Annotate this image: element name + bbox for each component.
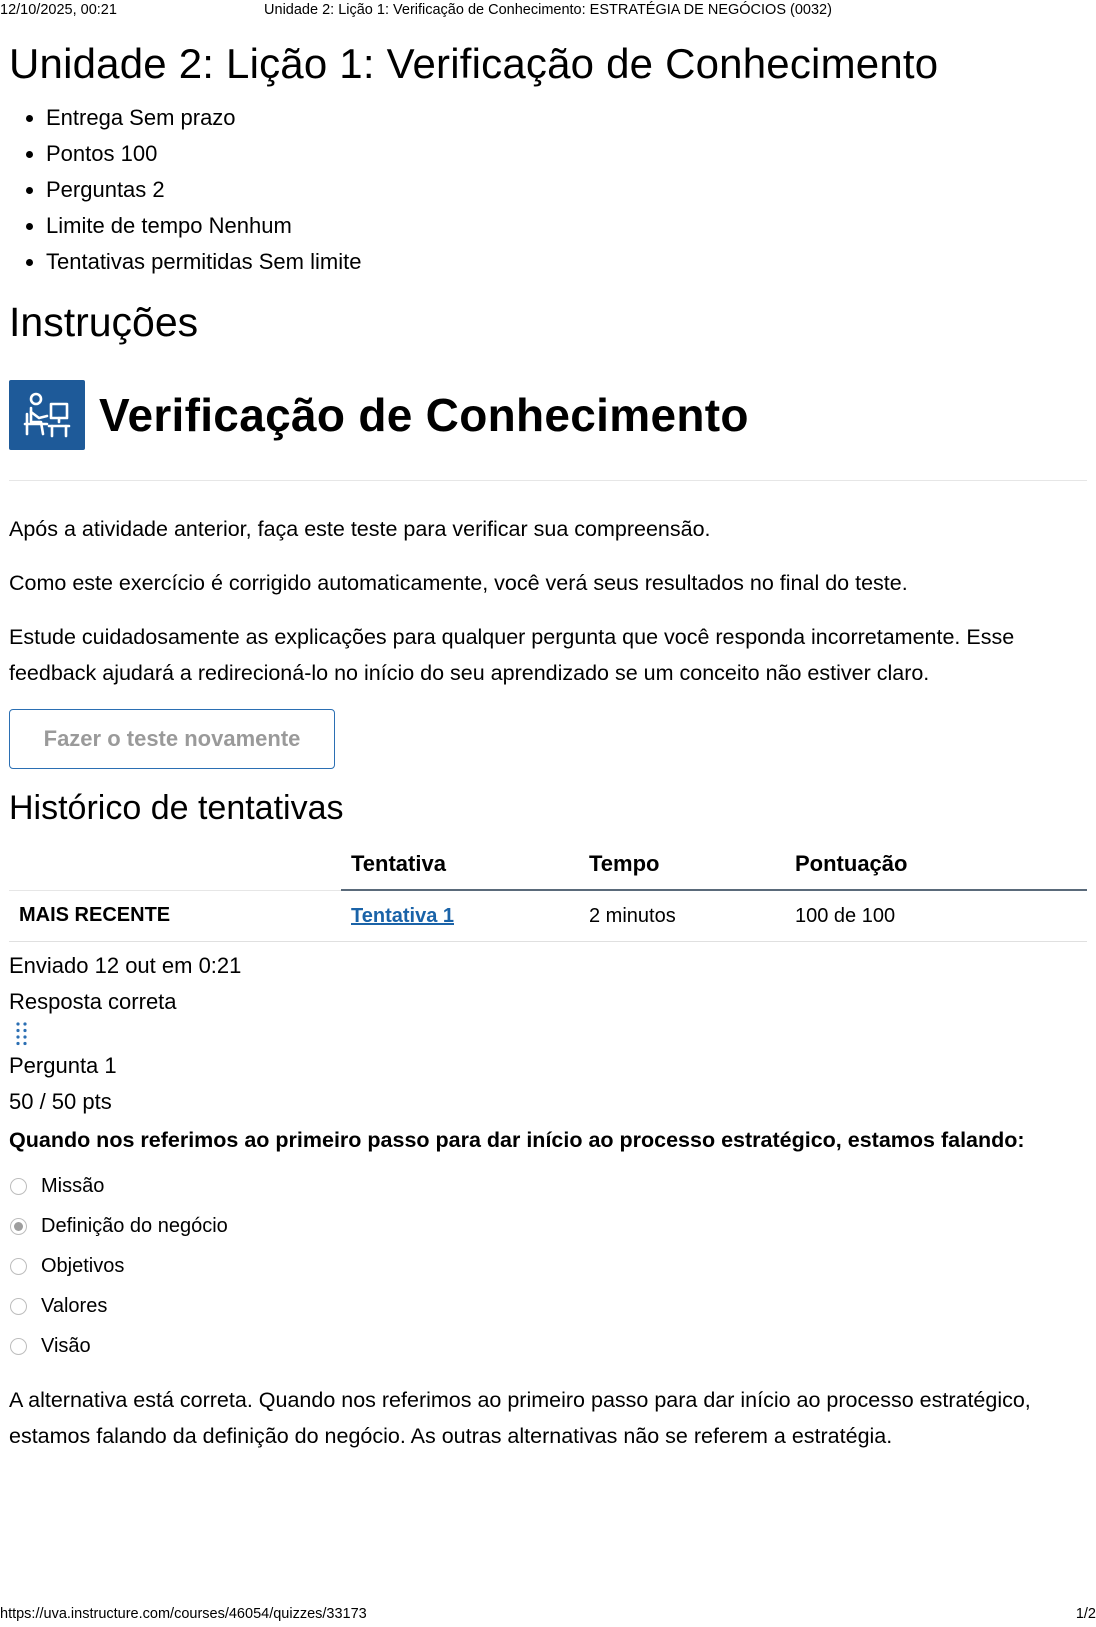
quiz-content xyxy=(9,40,1087,1454)
radio-button-selected[interactable] xyxy=(10,1218,27,1235)
table-header-row xyxy=(9,849,1087,890)
instructions-banner xyxy=(9,380,1087,450)
quiz-meta-list xyxy=(9,100,1087,280)
meta-time-limit: • Limite de tempo Nenhum xyxy=(46,208,1087,244)
answer-label: Definição do negócio xyxy=(41,1214,228,1237)
print-doc-title: Unidade 2: Lição 1: Verificação de Conhecimento: ESTRATÉGIA DE NEGÓCIOS (0032) xyxy=(264,2,832,18)
instructions-paragraph-3: Estude cuidadosamente as explicações para qualquer pergunta que você responda incorretamente. Esse feedback ajudará a redirecioná-lo no início do seu aprendizado se um conceito não estiver claro. xyxy=(9,625,1015,685)
answer-option[interactable] xyxy=(9,1166,1087,1206)
print-url: https://uva.instructure.com/courses/46054/quizzes/33173 xyxy=(0,1606,367,1622)
attempt-history-heading: Histórico de tentativas xyxy=(9,789,344,827)
answer-label: Missão xyxy=(41,1174,105,1197)
print-date: 12/10/2025, 00:21 xyxy=(0,2,117,18)
question-points: 50 / 50 pts xyxy=(9,1089,112,1114)
answer-option[interactable] xyxy=(9,1326,1087,1366)
instructions-paragraph-2: Como este exercício é corrigido automaticamente, você verá seus resultados no final do teste. xyxy=(9,571,908,595)
answer-feedback: A alternativa está correta. Quando nos referimos ao primeiro passo para dar início ao processo estratégico, estamos falando da definição do negócio. As outras alternativas não se referem a estratégia. xyxy=(9,1388,1031,1448)
retake-quiz-button[interactable]: Fazer o teste novamente xyxy=(9,709,335,769)
answer-list xyxy=(9,1166,1087,1366)
print-page-number: 1/2 xyxy=(1075,1606,1096,1622)
divider xyxy=(9,480,1087,481)
answer-option-selected[interactable] xyxy=(9,1206,1087,1246)
answer-option[interactable] xyxy=(9,1286,1087,1326)
radio-button[interactable] xyxy=(10,1338,27,1355)
attempt-link[interactable]: Tentativa 1 xyxy=(351,904,454,927)
submitted-date: Enviado 12 out em 0:21 xyxy=(9,953,242,978)
radio-button[interactable] xyxy=(10,1298,27,1315)
column-header-time: Tempo xyxy=(579,849,785,890)
column-header-attempt: Tentativa xyxy=(341,849,579,890)
meta-questions: • Perguntas 2 xyxy=(46,172,1087,208)
radio-button[interactable] xyxy=(10,1258,27,1275)
row-label: MAIS RECENTE xyxy=(9,890,341,942)
instructions-heading: Instruções xyxy=(9,299,199,345)
question-number: Pergunta 1 xyxy=(9,1053,117,1078)
column-header-blank xyxy=(9,849,341,890)
print-footer xyxy=(0,1604,1096,1626)
answer-label: Objetivos xyxy=(41,1254,125,1277)
attempt-cell xyxy=(341,890,579,942)
score-cell: 100 de 100 xyxy=(785,890,1087,942)
person-at-desk-icon xyxy=(9,380,85,450)
meta-due: • Entrega Sem prazo xyxy=(46,100,1087,136)
attempt-history-table xyxy=(9,849,1087,942)
answer-option[interactable] xyxy=(9,1246,1087,1286)
question-text: Quando nos referimos ao primeiro passo para dar início ao processo estratégico, estamos falando: xyxy=(9,1128,1025,1152)
answer-label: Valores xyxy=(41,1294,108,1317)
banner-title: Verificação de Conhecimento xyxy=(99,389,749,441)
table-row xyxy=(9,890,1087,942)
print-header xyxy=(0,0,1096,22)
answer-label: Visão xyxy=(41,1334,91,1357)
meta-attempts-allowed: • Tentativas permitidas Sem limite xyxy=(46,244,1087,280)
meta-points: • Pontos 100 xyxy=(46,136,1087,172)
time-cell: 2 minutos xyxy=(579,890,785,942)
page-title: Unidade 2: Lição 1: Verificação de Conhecimento xyxy=(9,40,939,87)
drag-handle-icon[interactable] xyxy=(9,1020,1087,1048)
instructions-paragraph-1: Após a atividade anterior, faça este teste para verificar sua compreensão. xyxy=(9,517,711,541)
answer-status: Resposta correta xyxy=(9,989,177,1014)
column-header-score: Pontuação xyxy=(785,849,1087,890)
radio-button[interactable] xyxy=(10,1178,27,1195)
